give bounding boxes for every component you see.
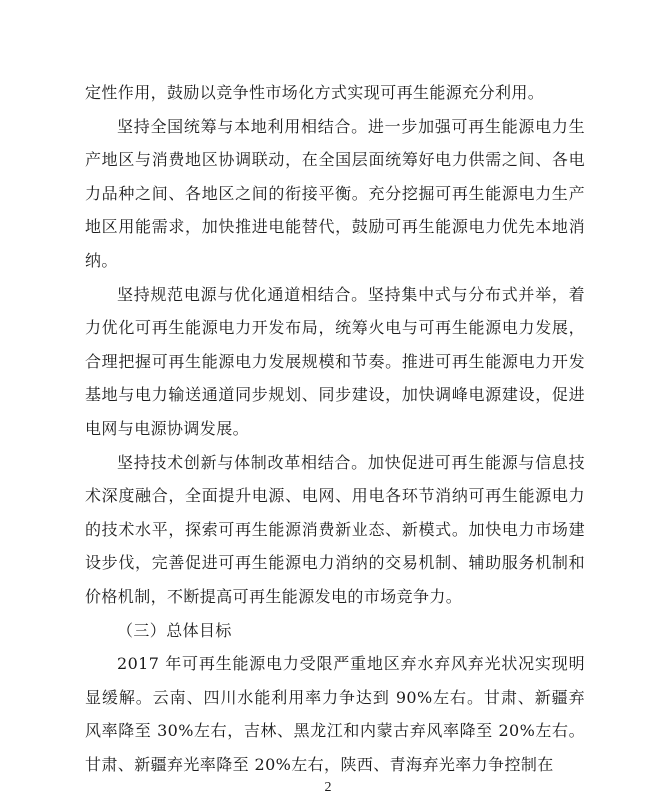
paragraph-power-source-channels: 坚持规范电源与优化通道相结合。坚持集中式与分布式并举，着力优化可再生能源电力开发布局，统筹火电与可再生能源电力发展，合理把握可再生能源电力发展规模和节奏。推进可再生能源电力开发基地与电力输送通道同步规划、同步建设，加快调峰电源建设，促进电网与电源协调发展。 — [85, 284, 585, 438]
document-body — [85, 76, 585, 781]
paragraph-national-coordination: 坚持全国统筹与本地利用相结合。进一步加强可再生能源电力生产地区与消费地区协调联动，在全国层面统筹好电力供需之间、各电力品种之间、各地区之间的衔接平衡。充分挖掘可再生能源电力生产地区用能需求，加快推进电能替代，鼓励可再生能源电力优先本地消纳。 — [85, 116, 585, 270]
page-number: 2 — [324, 780, 332, 795]
paragraph-continuation: 定性作用，鼓励以竞争性市场化方式实现可再生能源充分利用。 — [85, 83, 545, 102]
paragraph-technology-reform: 坚持技术创新与体制改革相结合。加快促进可再生能源与信息技术深度融合，全面提升电源、电网、用电各环节消纳可再生能源电力的技术水平，探索可再生能源消费新业态、新模式。加快电力市场建设步伐，完善促进可再生能源电力消纳的交易机制、辅助服务机制和价格机制，不断提高可再生能源发电的市场竞争力。 — [85, 452, 585, 606]
section-heading-overall-goals: （三）总体目标 — [117, 620, 232, 640]
paragraph-2017-targets: 2017 年可再生能源电力受限严重地区弃水弃风弃光状况实现明显缓解。云南、四川水能利用率力争达到 90%左右。甘肃、新疆弃风率降至 30%左右，吉林、黑龙江和内蒙古弃风率降至 20%左右。甘肃、新疆弃光率降至 20%左右，陕西、青海弃光率力争控制在 — [85, 654, 585, 774]
